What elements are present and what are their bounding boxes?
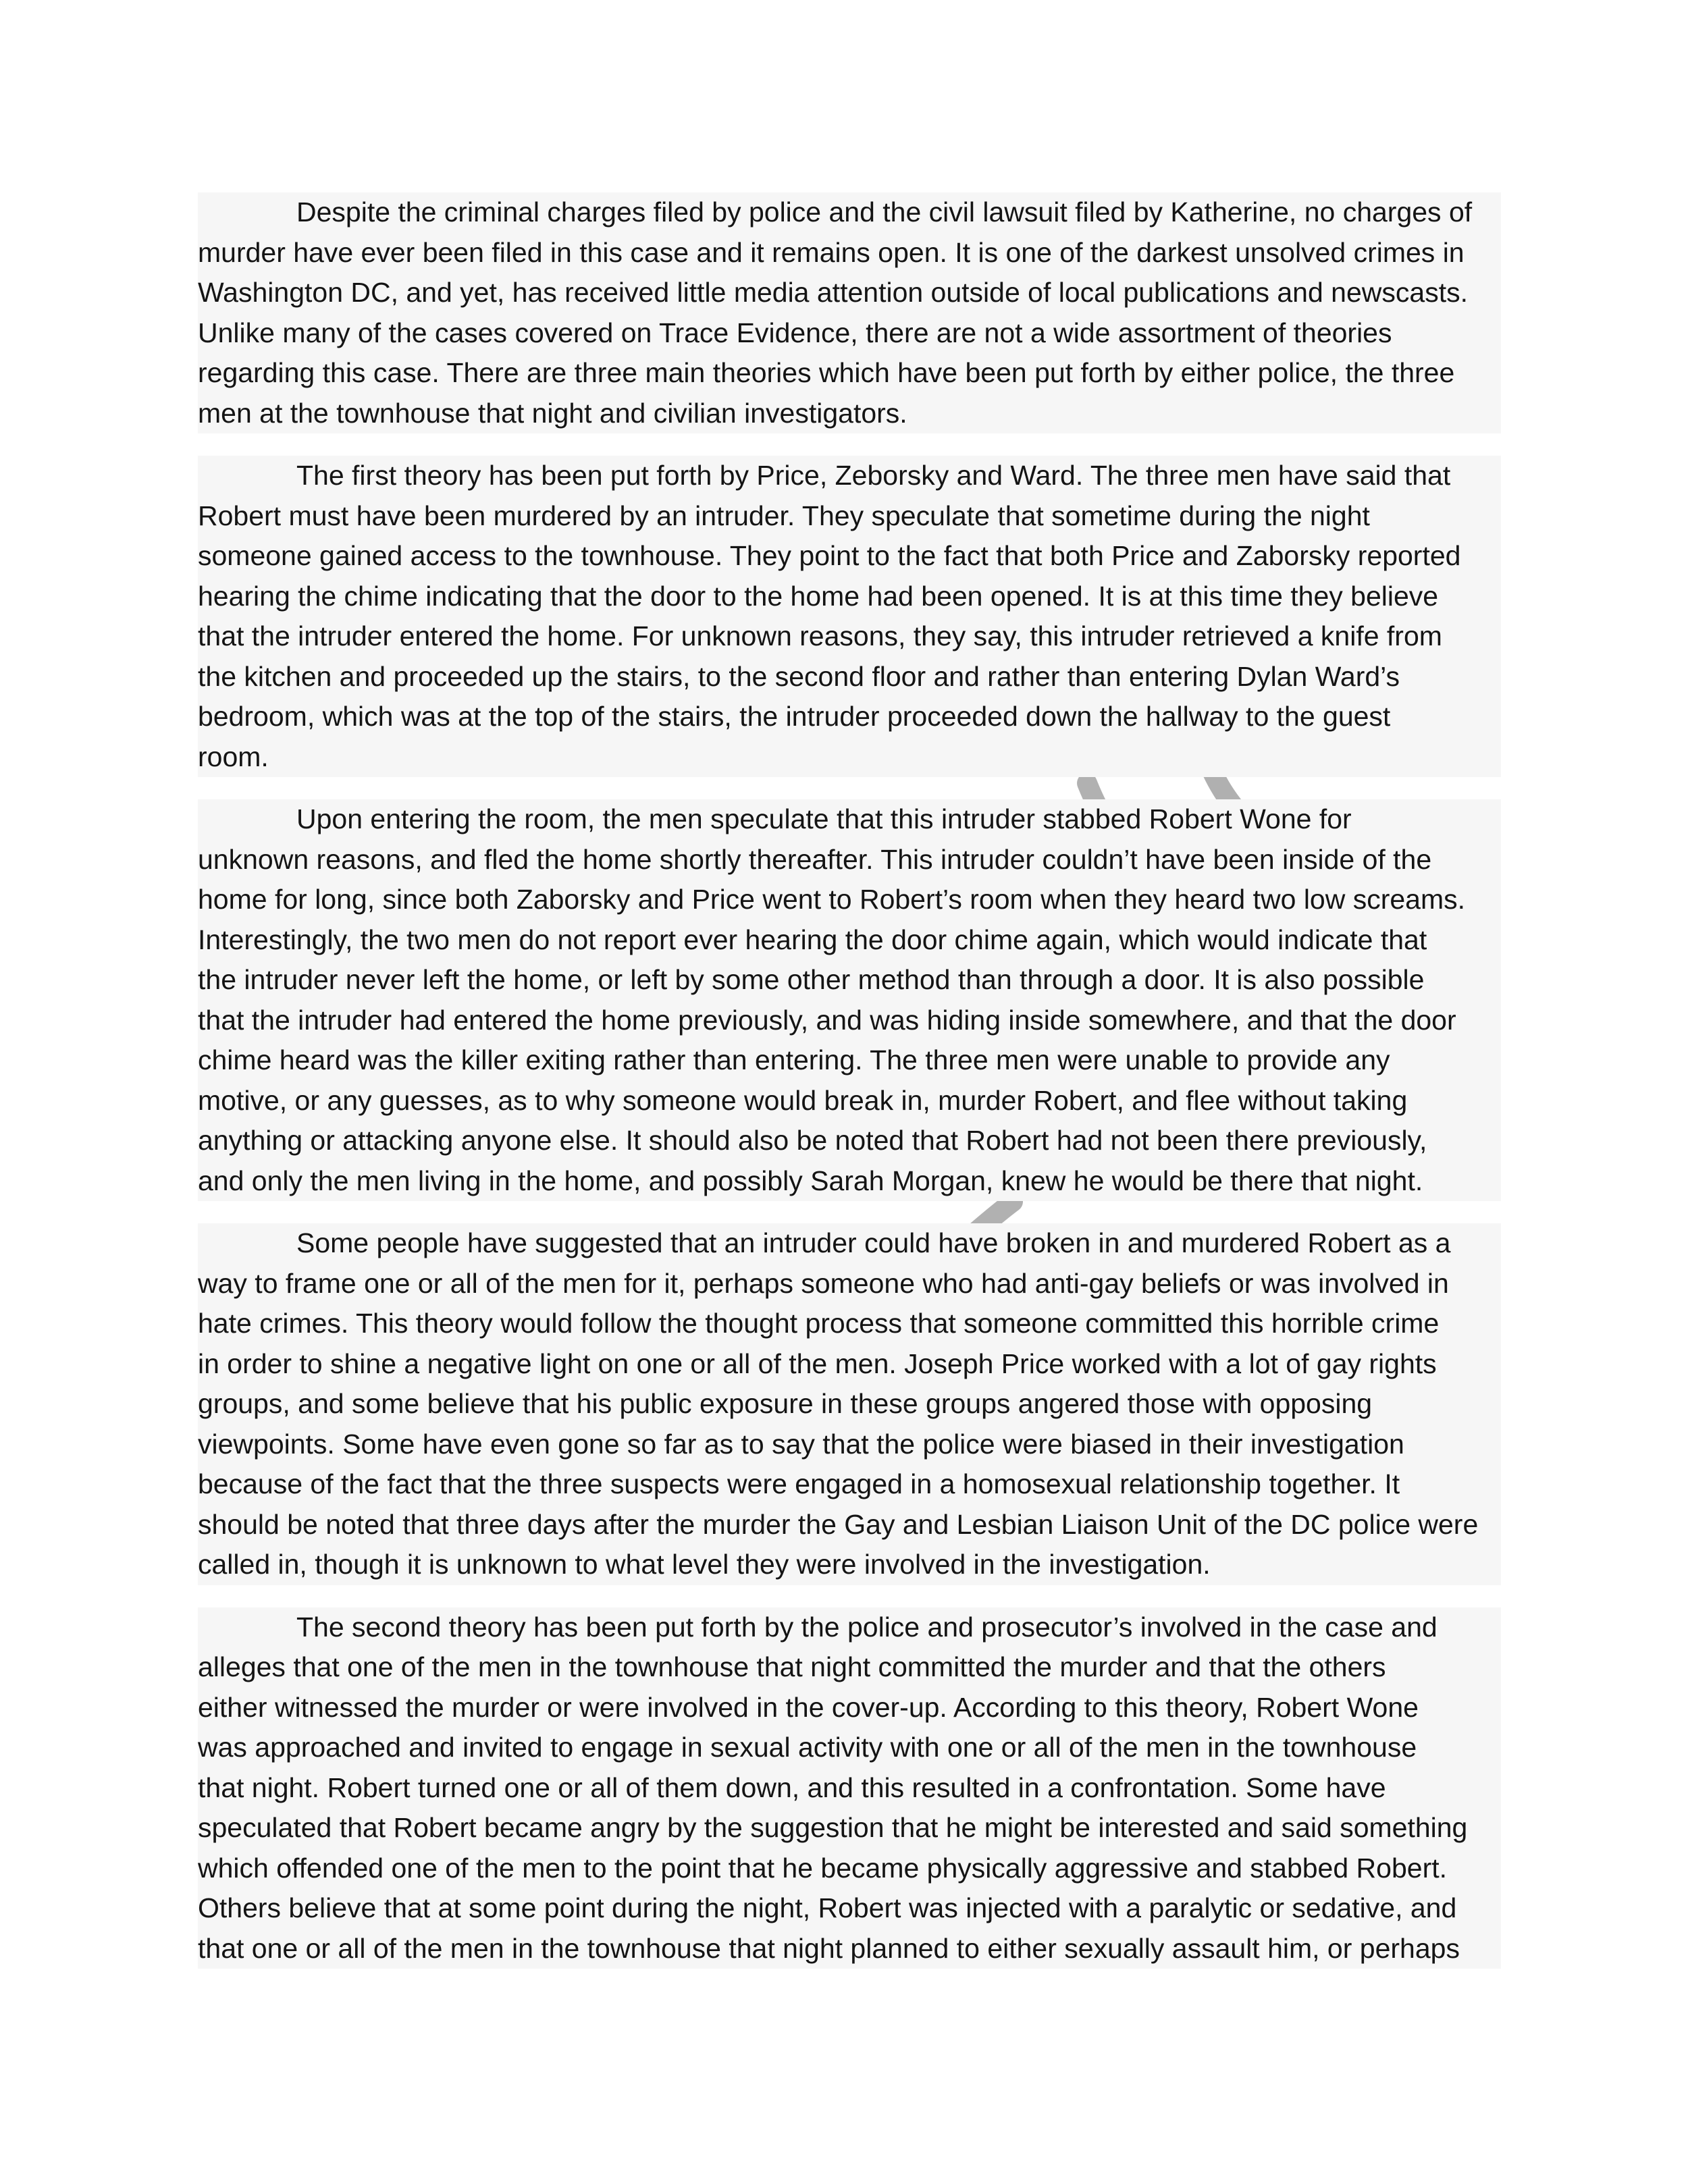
- text-line: The first theory has been put forth by Price, Zeborsky and Ward. The three men have said that: [296, 460, 1451, 491]
- text-line: hearing the chime indicating that the door to the home had been opened. It is at this time they believe: [198, 577, 1501, 617]
- text-line: viewpoints. Some have even gone so far as to say that the police were biased in their investigation: [198, 1424, 1501, 1465]
- text-line: called in, though it is unknown to what level they were involved in the investigation.: [198, 1545, 1501, 1585]
- text-line: Interestingly, the two men do not report ever hearing the door chime again, which would indicate that: [198, 920, 1501, 961]
- text-line: murder have ever been filed in this case and it remains open. It is one of the darkest unsolved crimes in: [198, 233, 1501, 273]
- text-line: Unlike many of the cases covered on Trace Evidence, there are not a wide assortment of theories: [198, 313, 1501, 354]
- text-line: should be noted that three days after the murder the Gay and Lesbian Liaison Unit of the DC police were: [198, 1505, 1501, 1545]
- paragraph-4: [198, 1223, 1501, 1585]
- text-line: speculated that Robert became angry by the suggestion that he might be interested and said something: [198, 1808, 1501, 1848]
- paragraph-2: [198, 456, 1501, 777]
- text-line: anything or attacking anyone else. It should also be noted that Robert had not been there previously,: [198, 1121, 1501, 1161]
- text-line: Upon entering the room, the men speculate that this intruder stabbed Robert Wone for: [296, 803, 1352, 834]
- text-line: The second theory has been put forth by the police and prosecutor’s involved in the case and: [296, 1611, 1438, 1643]
- text-line: groups, and some believe that his public exposure in these groups angered those with opposing: [198, 1384, 1501, 1424]
- text-line: that the intruder entered the home. For unknown reasons, they say, this intruder retrieved a knife from: [198, 616, 1501, 657]
- text-line: regarding this case. There are three main theories which have been put forth by either police, the three: [198, 353, 1501, 394]
- text-line: motive, or any guesses, as to why someone would break in, murder Robert, and flee without taking: [198, 1081, 1501, 1121]
- paragraph-1: [198, 192, 1501, 433]
- text-line: because of the fact that the three suspects were engaged in a homosexual relationship together. It: [198, 1464, 1501, 1505]
- text-line: home for long, since both Zaborsky and Price went to Robert’s room when they heard two low screams.: [198, 880, 1501, 920]
- text-line: Others believe that at some point during the night, Robert was injected with a paralytic or sedative, and: [198, 1888, 1501, 1929]
- text-line: men at the townhouse that night and civilian investigators.: [198, 394, 1501, 434]
- text-line: either witnessed the murder or were involved in the cover-up. According to this theory, Robert Wone: [198, 1688, 1501, 1728]
- text-line: bedroom, which was at the top of the stairs, the intruder proceeded down the hallway to the guest: [198, 697, 1501, 737]
- text-line: Despite the criminal charges filed by police and the civil lawsuit filed by Katherine, no charges of: [296, 196, 1473, 228]
- text-line: way to frame one or all of the men for it, perhaps someone who had anti-gay beliefs or was involved in: [198, 1264, 1501, 1304]
- text-line: chime heard was the killer exiting rather than entering. The three men were unable to provide any: [198, 1040, 1501, 1081]
- text-line: was approached and invited to engage in sexual activity with one or all of the men in the townhouse: [198, 1728, 1501, 1768]
- text-line: that night. Robert turned one or all of them down, and this resulted in a confrontation. Some have: [198, 1768, 1501, 1809]
- document-body: [198, 192, 1501, 1991]
- text-line: that the intruder had entered the home previously, and was hiding inside somewhere, and that the door: [198, 1001, 1501, 1041]
- text-line: hate crimes. This theory would follow the thought process that someone committed this horrible crime: [198, 1304, 1501, 1344]
- paragraph-3: [198, 799, 1501, 1201]
- text-line: which offended one of the men to the point that he became physically aggressive and stabbed Robert.: [198, 1848, 1501, 1889]
- text-line: room.: [198, 737, 1501, 778]
- text-line: that one or all of the men in the townhouse that night planned to either sexually assault him, or perhaps: [198, 1929, 1501, 1969]
- text-line: the intruder never left the home, or left by some other method than through a door. It is also possible: [198, 960, 1501, 1001]
- text-line: unknown reasons, and fled the home shortly thereafter. This intruder couldn’t have been inside of the: [198, 840, 1501, 880]
- text-line: Washington DC, and yet, has received little media attention outside of local publications and newscasts.: [198, 273, 1501, 313]
- text-line: in order to shine a negative light on one or all of the men. Joseph Price worked with a lot of gay rights: [198, 1344, 1501, 1385]
- text-line: and only the men living in the home, and possibly Sarah Morgan, knew he would be there that night.: [198, 1161, 1501, 1202]
- text-line: Some people have suggested that an intruder could have broken in and murdered Robert as a: [296, 1227, 1451, 1258]
- text-line: Robert must have been murdered by an intruder. They speculate that sometime during the night: [198, 496, 1501, 537]
- text-line: the kitchen and proceeded up the stairs, to the second floor and rather than entering Dylan Ward’s: [198, 657, 1501, 697]
- text-line: someone gained access to the townhouse. They point to the fact that both Price and Zaborsky reported: [198, 536, 1501, 577]
- paragraph-5: [198, 1607, 1501, 1969]
- text-line: alleges that one of the men in the townhouse that night committed the murder and that the others: [198, 1647, 1501, 1688]
